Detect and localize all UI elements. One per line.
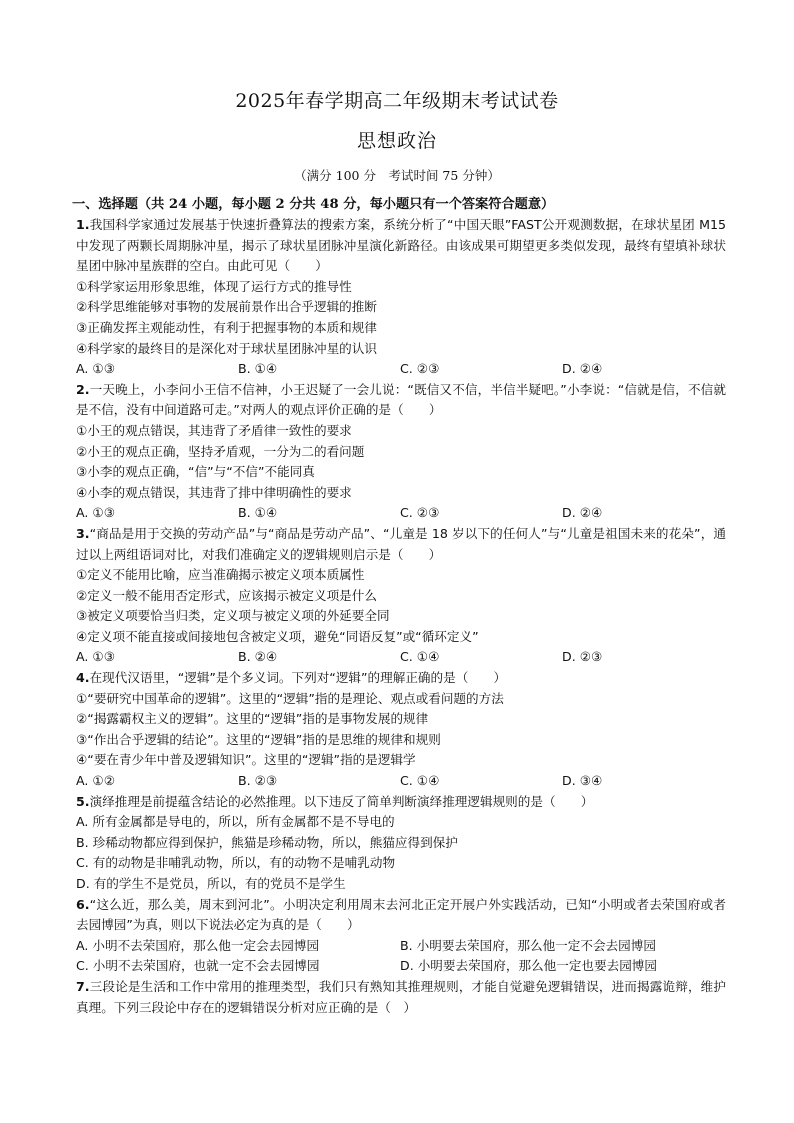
option-b: B. ②④ [238,649,278,665]
option-b: B. 小明要去荣国府，那么他一定不会去园博园 [400,937,656,953]
option-b: B. 珍稀动物都应得到保护，熊猫是珍稀动物，所以，熊猫应得到保护 [76,834,458,850]
statement-item: ④小李的观点错误，其违背了排中律明确性的要求 [76,484,352,500]
question-text: 一天晚上，小李问小王信不信神，小王迟疑了一会儿说：“既信又不信，半信半疑吧。”小李说：“信就是信，不信就是不信，没有中间道路可走。”对两人的观点评价正确的是（ ） [76,381,726,418]
option-b: B. ①④ [238,361,278,377]
option-d: D. ②③ [562,649,603,665]
option-c: C. 有的动物是非哺乳动物，所以，有的动物不是哺乳动物 [76,855,396,871]
question-text: 在现代汉语里，“逻辑”是个多义词。下列对“逻辑”的理解正确的是（ ） [89,670,507,686]
answer-options [76,771,726,792]
statement-item: ②小王的观点正确，坚持矛盾观，一分为二的看问题 [76,443,365,459]
question-number: 7. [76,978,90,994]
exam-meta: （满分 100 分 考试时间 75 分钟） [294,168,500,183]
option-a: A. ①② [76,773,115,789]
option-d: D. ②④ [562,505,603,521]
answer-options-row [76,956,726,977]
question-3 [76,524,726,668]
option-c: C. 小明不去荣国府，也就一定不会去园博园 [76,958,320,974]
statement-item: ④定义项不能直接或间接地包含被定义项，避免“同语反复”或“循环定义” [76,628,479,644]
option-a: A. ①③ [76,361,115,377]
section-heading: 一、选择题（共 24 小题，每小题 2 分共 48 分，每小题只有一个答案符合题意） [72,197,555,212]
statement-item: ②定义一般不能用否定形式，应该揭示被定义项是什么 [76,587,377,603]
question-number: 1. [76,217,90,232]
statement-item: ②“揭露霸权主义的逻辑”。这里的“逻辑”指的是事物发展的规律 [76,711,429,727]
answer-options-row [76,936,726,957]
question-2 [76,380,726,524]
question-text: “商品是用于交换的劳动产品”与“商品是劳动产品”、“儿童是 18 岁以下的任何人”与“儿童是祖国未来的花朵”，通过以上两组语词对比，对我们准确定义的逻辑规则启示是（ ） [76,525,726,562]
question-number: 3. [76,525,90,541]
question-number: 5. [76,793,90,809]
statement-item: ③正确发挥主观能动性，有利于把握事物的本质和规律 [76,319,377,335]
option-b: B. ②③ [238,773,278,789]
answer-options [76,503,726,524]
subject-title: 思想政治 [356,130,437,152]
option-a: A. ①③ [76,505,115,521]
question-text: “这么近，那么美，周末到河北”。小明决定利用周末去河北正定开展户外实践活动，已知“小明或者去荣国府或者去园博园”为真，则以下说法必定为真的是（ ） [76,896,726,933]
option-d: D. ③④ [562,773,603,789]
question-text: 演绎推理是前提蕴含结论的必然推理。以下违反了简单判断演绎推理逻辑规则的是（ ） [89,793,594,809]
question-7 [76,977,726,1018]
option-b: B. ①④ [238,505,278,521]
exam-title: 2025年春学期高二年级期末考试试卷 [235,90,559,112]
question-number: 6. [76,896,90,912]
question-stem [76,895,726,936]
option-c: C. ②③ [400,505,440,521]
statement-item: ③小李的观点正确，“信”与“不信”不能同真 [76,464,315,480]
option-c: C. ①④ [400,649,440,665]
question-number: 4. [76,670,90,686]
question-text: 我国科学家通过发展基于快速折叠算法的搜索方案，系统分析了“中国天眼”FAST公开观测数据，在球状星团 M15 中发现了两颗长周期脉冲星，揭示了球状星团脉冲星演化新路径。由该成果可期望更多类似发现，最终有望填补球状星团中脉冲星族群的空白。由此可见（ ） [76,217,726,274]
question-text: 三段论是生活和工作中常用的推理类型，我们只有熟知其推理规则，才能自觉避免逻辑错误，进而揭露诡辩，维护真理。下列三段论中存在的逻辑错误分析对应正确的是（ ） [76,978,726,1015]
option-c: C. ①④ [400,773,440,789]
question-stem [76,977,726,1018]
question-6 [76,895,726,977]
question-stem [76,668,726,689]
question-stem [76,524,726,565]
statement-item: ①小王的观点错误，其违背了矛盾律一致性的要求 [76,422,352,438]
option-c: C. ②③ [400,361,440,377]
option-d: D. 小明要去荣国府，那么他一定也要去园博园 [400,958,657,974]
answer-options [76,359,726,380]
statement-item: ③“作出合乎逻辑的结论”。这里的“逻辑”指的是思维的规律和规则 [76,731,441,747]
statement-item: ③被定义项要恰当归类，定义项与被定义项的外延要全同 [76,608,390,624]
question-5 [76,792,726,895]
answer-options [76,647,726,668]
question-number: 2. [76,381,90,397]
option-a: A. 所有金属都是导电的，所以，所有金属都不是不导电的 [76,814,395,830]
question-4 [76,668,726,792]
statement-item: ②科学思维能够对事物的发展前景作出合乎逻辑的推断 [76,299,377,315]
question-stem [76,792,726,813]
statement-item: ①定义不能用比喻，应当准确揭示被定义项本质属性 [76,567,365,583]
option-d: D. 有的学生不是党员，所以，有的党员不是学生 [76,876,346,891]
question-1 [76,215,726,380]
question-stem [76,215,726,277]
option-a: A. ①③ [76,649,115,665]
statement-item: ①科学家运用形象思维，体现了运行方式的推导性 [76,278,352,294]
question-stem [76,380,726,421]
question-list [72,194,726,1018]
statement-item: ④科学家的最终目的是深化对于球状星团脉冲星的认识 [76,340,377,356]
option-d: D. ②④ [562,361,603,377]
statement-item: ④“要在青少年中普及逻辑知识”。这里的“逻辑”指的是逻辑学 [76,752,416,768]
option-a: A. 小明不去荣国府，那么他一定会去园博园 [76,937,320,953]
statement-item: ①“要研究中国革命的逻辑”。这里的“逻辑”指的是理论、观点或看问题的方法 [76,690,504,706]
